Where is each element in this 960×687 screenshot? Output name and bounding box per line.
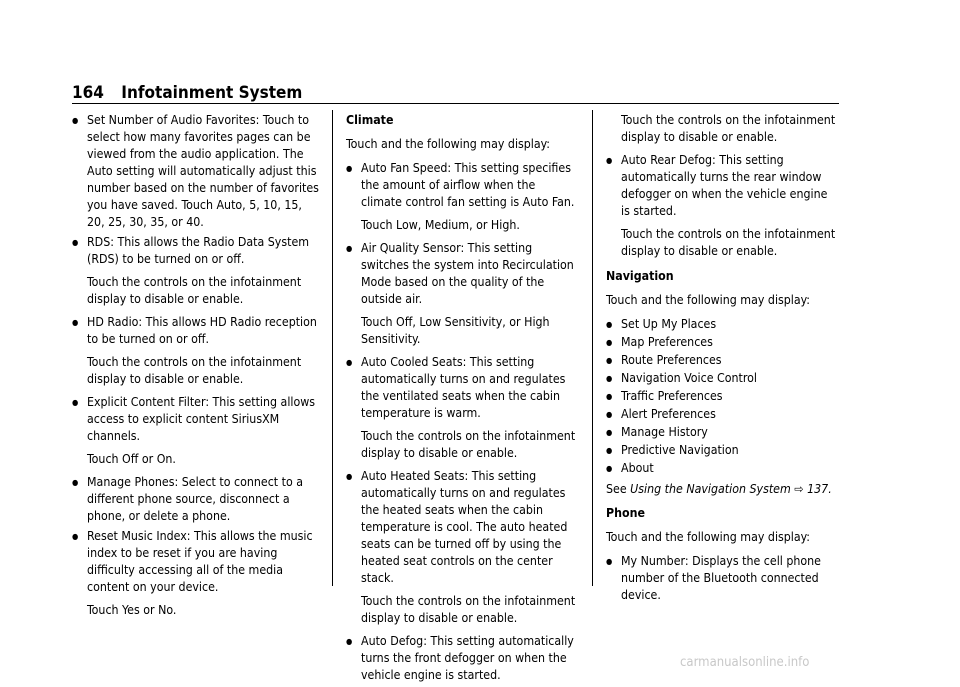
arrow-icon: ⇨ <box>794 482 804 496</box>
list-item: ● Reset Music Index: This allows the music index to be reset if you are having difficulty accessing all of the media content on your device. <box>72 528 319 596</box>
list-item: ● Auto Cooled Seats: This setting automatically turns on and regulates the ventilated seats when the cabin temperature is warm. <box>346 354 578 422</box>
list-item: ● Set Number of Audio Favorites: Touch to select how many favorites pages can be viewed from the audio application. The Auto setting will automatically adjust this number based on the number of favorites you have saved. Touch Auto, 5, 10, 15, 20, 25, 30, 35, or 40. <box>72 112 319 231</box>
list-item-sub: Touch the controls on the infotainment display to disable or enable. <box>87 355 302 386</box>
see-reference <box>606 481 838 498</box>
list-item-sub: Touch Off or On. <box>87 452 176 466</box>
list-item-sub: Touch the controls on the infotainment display to disable or enable. <box>621 227 836 258</box>
climate-list <box>346 160 578 684</box>
navigation-heading: Navigation <box>606 269 674 283</box>
column-3 <box>606 112 838 607</box>
nav-list-item: ● Manage History <box>606 424 838 441</box>
list-item: ● Auto Heated Seats: This setting automatically turns on and regulates the heated seats when the cabin temperature is cool. The auto heated seats can be turned off by using the heated seat controls on the center stack. <box>346 468 578 587</box>
list-item-sub: Touch the controls on the infotainment display to disable or enable. <box>361 429 576 460</box>
nav-list-item: ● About <box>606 460 838 477</box>
nav-list-item: ● Traffic Preferences <box>606 388 838 405</box>
list-item: ● Explicit Content Filter: This setting allows access to explicit content SiriusXM channels. <box>72 394 319 445</box>
see-link[interactable]: Using the Navigation System <box>630 482 791 496</box>
watermark: carmanualsonline.info <box>680 655 810 670</box>
column-1 <box>72 112 319 625</box>
list-item: ● Auto Rear Defog: This setting automatically turns the rear window defogger on when the vehicle engine is started. <box>606 152 838 220</box>
list-item-sub: Touch Low, Medium, or High. <box>361 218 520 232</box>
list-item: ● Air Quality Sensor: This setting switches the system into Recirculation Mode based on the quality of the outside air. <box>346 240 578 308</box>
nav-list-item: ● Alert Preferences <box>606 406 838 423</box>
list-item: ● Auto Defog: This setting automatically turns the front defogger on when the vehicle engine is started. <box>346 633 578 684</box>
climate-intro: Touch and the following may display: <box>346 137 551 151</box>
list-item-sub: Touch Off, Low Sensitivity, or High Sensitivity. <box>361 315 550 346</box>
nav-list-item: ● Route Preferences <box>606 352 838 369</box>
climate-heading: Climate <box>346 113 394 127</box>
nav-list-item: ● Navigation Voice Control <box>606 370 838 387</box>
see-page: 137. <box>807 482 832 496</box>
list-item-sub: Touch the controls on the infotainment display to disable or enable. <box>361 594 576 625</box>
see-prefix: See <box>606 482 627 496</box>
navigation-intro: Touch and the following may display: <box>606 293 811 307</box>
list-item: ● My Number: Displays the cell phone number of the Bluetooth connected device. <box>606 553 838 604</box>
continued-text: Touch the controls on the infotainment display to disable or enable. <box>621 113 836 144</box>
column-divider-2 <box>592 110 593 586</box>
page-number: 164 <box>72 83 104 103</box>
page-header <box>72 83 302 103</box>
list-item: ● Auto Fan Speed: This setting specifies the amount of airflow when the climate control fan setting is Auto Fan. <box>346 160 578 211</box>
nav-list-item: ● Predictive Navigation <box>606 442 838 459</box>
list-item-sub: Touch the controls on the infotainment display to disable or enable. <box>87 275 302 306</box>
column-2 <box>346 112 578 687</box>
phone-heading: Phone <box>606 506 645 520</box>
list-item-sub: Touch Yes or No. <box>87 603 177 617</box>
header-rule <box>72 103 839 104</box>
list-item: ● RDS: This allows the Radio Data System (RDS) to be turned on or off. <box>72 234 319 268</box>
list-item: ● Manage Phones: Select to connect to a different phone source, disconnect a phone, or delete a phone. <box>72 474 319 525</box>
list-item: ● HD Radio: This allows HD Radio reception to be turned on or off. <box>72 314 319 348</box>
column-divider-1 <box>332 110 333 586</box>
nav-list-item: ● Set Up My Places <box>606 316 838 333</box>
nav-list-item: ● Map Preferences <box>606 334 838 351</box>
page-title: Infotainment System <box>121 83 303 103</box>
phone-intro: Touch and the following may display: <box>606 530 811 544</box>
navigation-list <box>606 316 838 477</box>
